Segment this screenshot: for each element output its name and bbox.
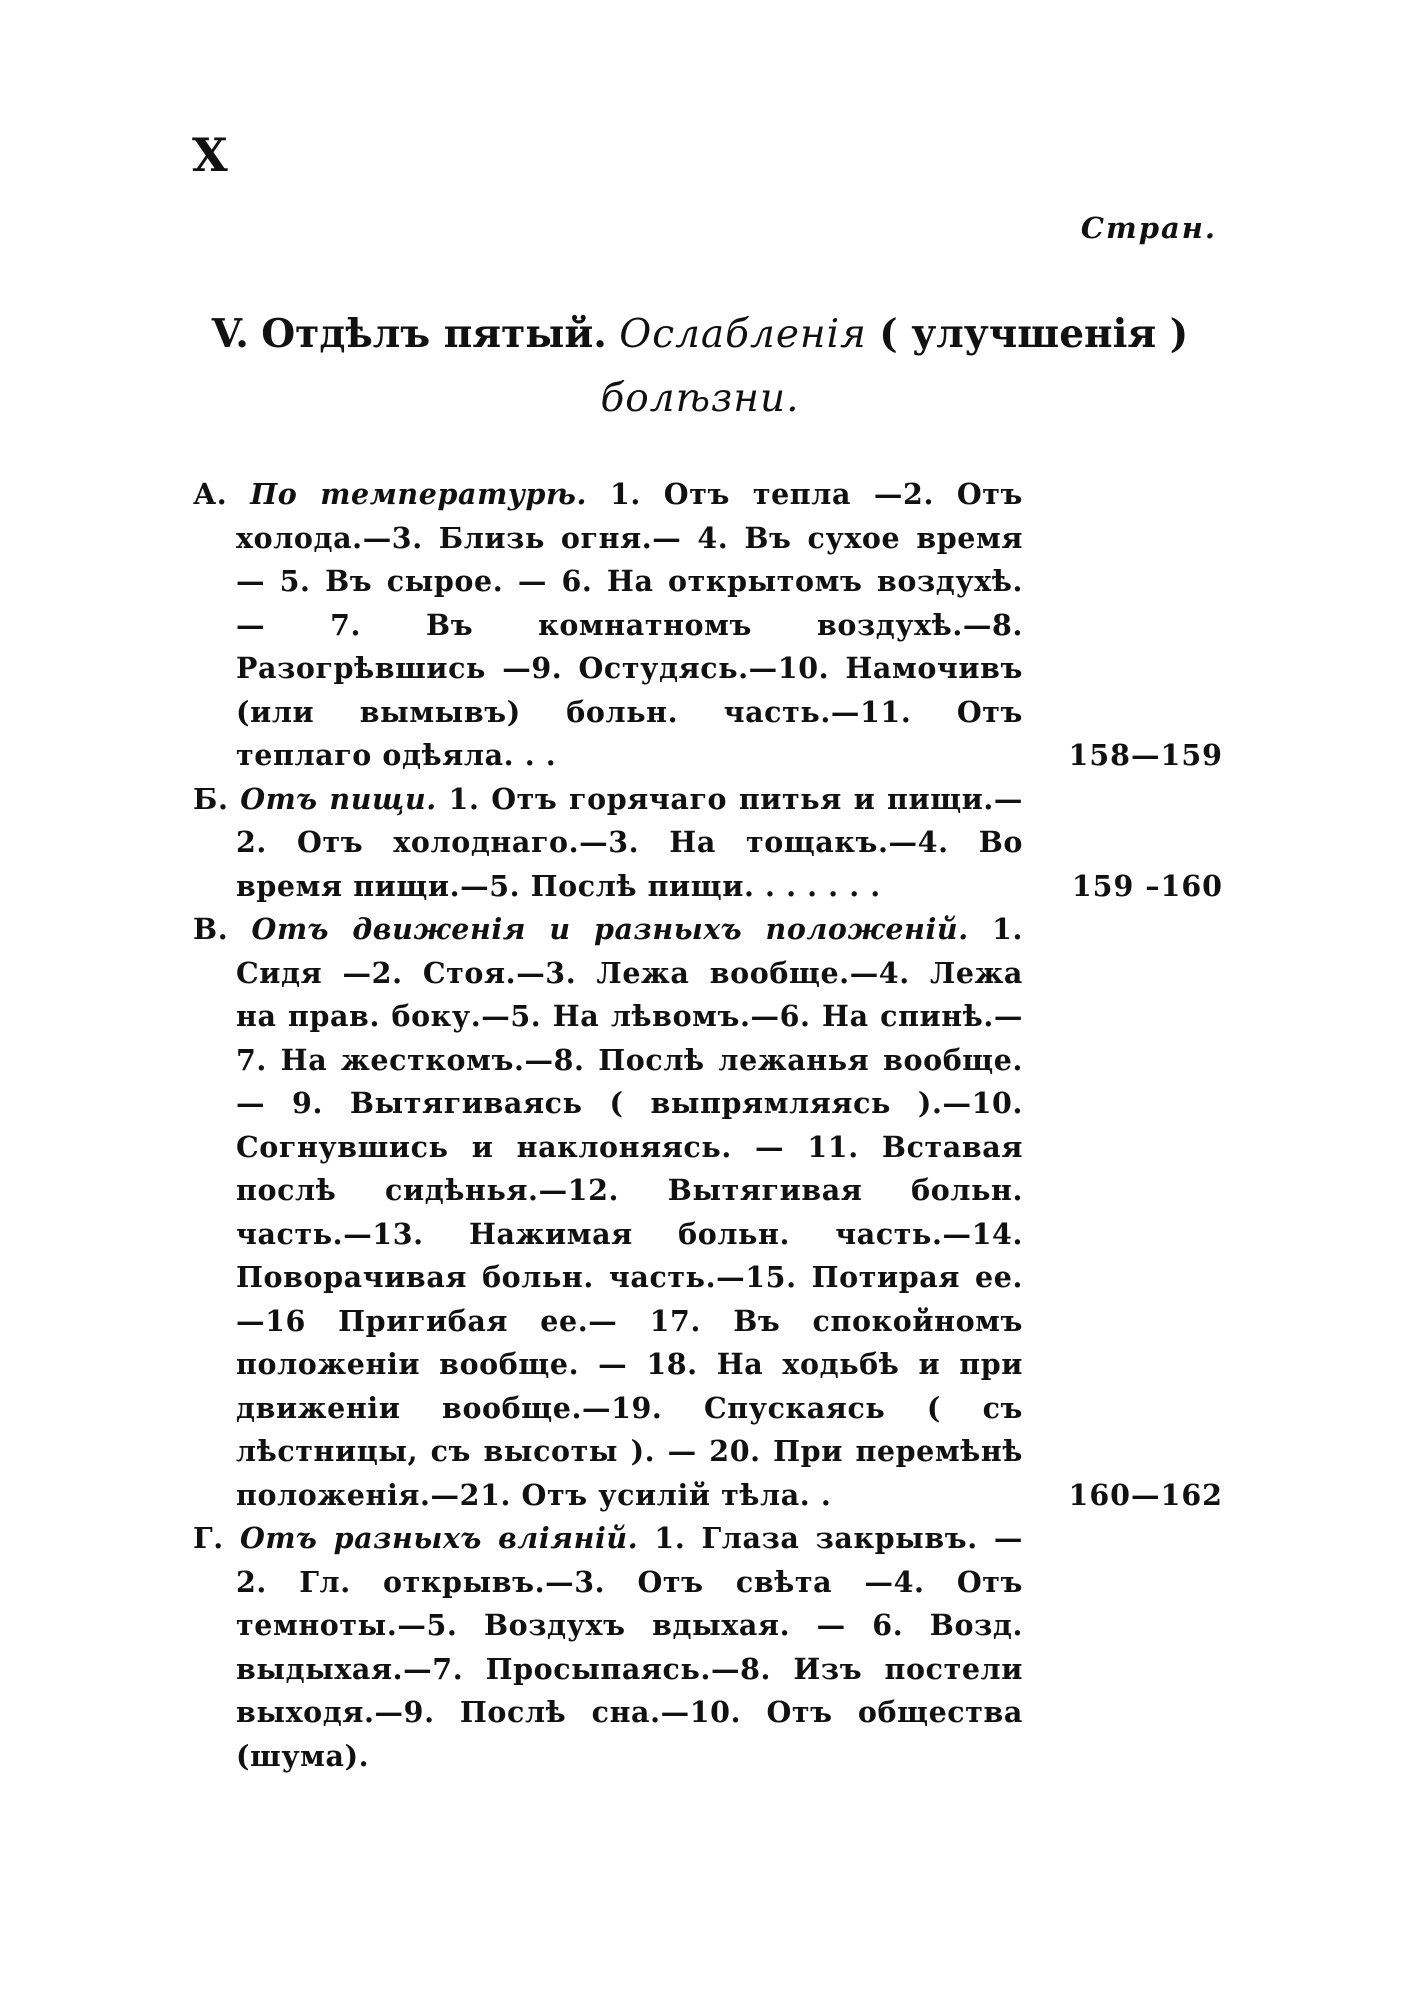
toc-entry-leader: . . bbox=[514, 738, 557, 772]
toc-entry-text bbox=[193, 1517, 1023, 1778]
table-of-contents bbox=[193, 473, 1223, 1778]
toc-entry-title: Отъ пищи. bbox=[240, 781, 437, 816]
section-subtitle-paren: ( улучшенія ) bbox=[879, 311, 1189, 357]
pages-column-label: Стран. bbox=[1080, 211, 1217, 245]
toc-entry-body: 1. Сидя —2. Стоя.—3. Лежа вообще.—4. Лежа на прав. боку.—5. На лѣвомъ.—6. На спинѣ.— 7. На жесткомъ.—8. Послѣ лежанья вообще.— 9. Вытягиваясь ( выпрямляясь ).—10. Согнувшись и наклоняясь. — 11. Вставая послѣ сидѣнья.—12. Вытягивая больн. часть.—13. Нажимая больн. часть.—14. Поворачивая больн. часть.—15. Потирая ее.—16 Пригибая ее.— 17. Въ спокойномъ положеніи вообще. — 18. На ходьбѣ и при движеніи вообще.—19. Спускаясь ( съ лѣстницы, съ высоты ). — 20. При перемѣнѣ положенія.—21. Отъ усилій тѣла. bbox=[236, 912, 1023, 1512]
section-number: V. bbox=[211, 311, 249, 357]
toc-entry bbox=[193, 473, 1223, 778]
toc-entry-pages: 160—162 bbox=[1068, 1477, 1223, 1512]
toc-entry-title: Отъ движенія и разныхъ положеній. bbox=[251, 912, 969, 946]
section-subtitle: Ослабленія bbox=[619, 312, 867, 357]
toc-entry-letter: Г. bbox=[193, 1521, 224, 1555]
page-number: X bbox=[192, 128, 229, 182]
section-subtitle-2: болѣзни. bbox=[600, 376, 800, 421]
toc-entry-pages: 159 –160 bbox=[1071, 868, 1223, 903]
toc-entry-letter: В. bbox=[193, 912, 229, 946]
toc-entry-title: По температурѣ. bbox=[250, 477, 588, 511]
toc-entry bbox=[193, 1517, 1223, 1778]
toc-entry-body: 1. Глаза закрывъ. — 2. Гл. открывъ.—3. Отъ свѣта —4. Отъ темноты.—5. Воздухъ вдыхая. — 6. Возд. выдыхая.—7. Просыпаясь.—8. Изъ постели выходя.—9. Послѣ сна.—10. Отъ общества (шума). bbox=[236, 1521, 1023, 1773]
toc-entry-leader: . bbox=[810, 1477, 832, 1512]
toc-entry-text bbox=[193, 778, 1023, 909]
toc-entry-pages: 158—159 bbox=[1068, 738, 1223, 772]
section-heading bbox=[190, 302, 1210, 431]
toc-entry bbox=[193, 778, 1223, 909]
toc-entry bbox=[193, 908, 1223, 1517]
toc-entry-letter: Б. bbox=[193, 781, 229, 816]
toc-entry-body: 1. Отъ тепла —2. Отъ холода.—3. Близь огня.— 4. Въ сухое время — 5. Въ сырое. — 6. На открытомъ воздухѣ. — 7. Въ комнатномъ воздухѣ.—8. Разогрѣвшись —9. Остудясь.—10. Намочивъ (или вымывъ) больн. часть.—11. Отъ теплаго одѣяла. bbox=[236, 477, 1023, 772]
toc-entry-title: Отъ разныхъ вліяній. bbox=[239, 1521, 639, 1555]
toc-entry-letter: А. bbox=[193, 477, 228, 511]
toc-entry-leader: . . . . . . bbox=[754, 868, 881, 903]
toc-entry-text bbox=[193, 908, 1023, 1517]
toc-entry-body: 1. Отъ горячаго питья и пищи.— 2. Отъ холоднаго.—3. На тощакъ.—4. Во время пищи.—5. Послѣ пищи. bbox=[236, 781, 1024, 903]
toc-entry-text bbox=[193, 473, 1023, 778]
section-title: Отдѣлъ пятый. bbox=[261, 311, 607, 357]
